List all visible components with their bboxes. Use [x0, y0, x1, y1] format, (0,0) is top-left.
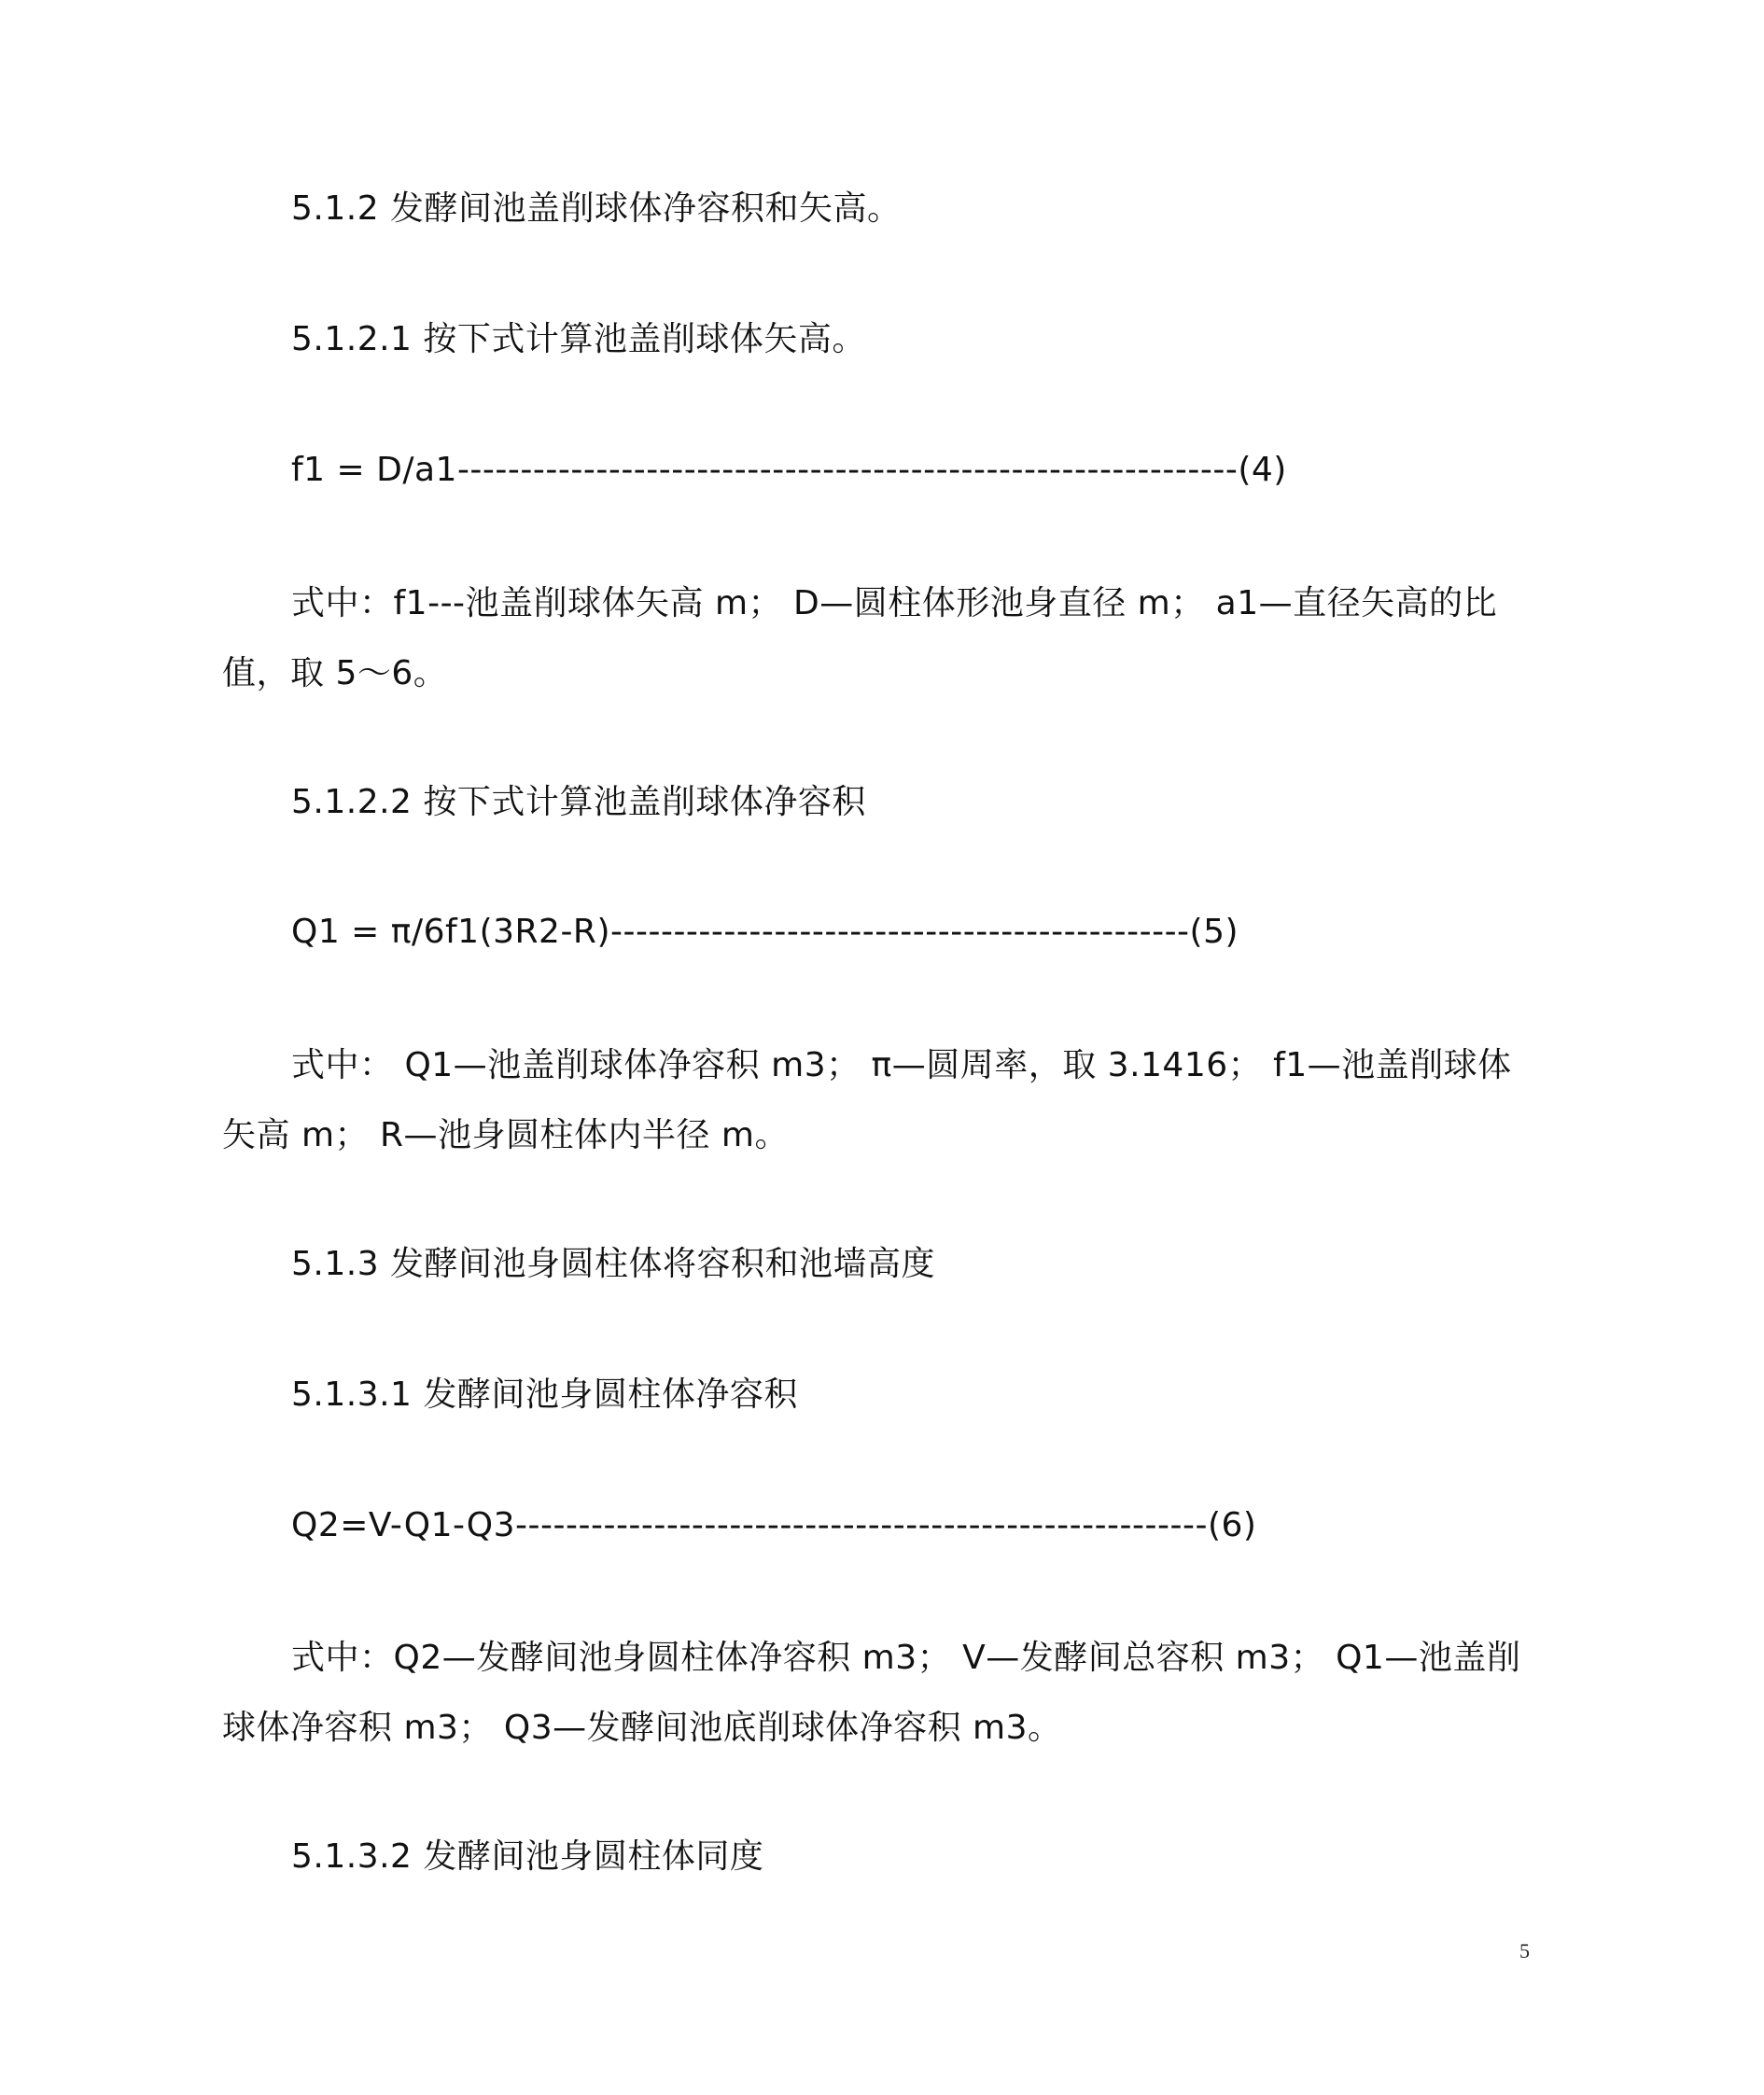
section-heading-5-1-2: 5.1.2 发酵间池盖削球体净容积和矢高。	[291, 189, 902, 228]
subsection-heading-5-1-2-1: 5.1.2.1 按下式计算池盖削球体矢高。	[291, 320, 866, 358]
formula-4-explanation: 式中：f1---池盖削球体矢高 m； D—圆柱体形池身直径 m； a1—直径矢高的比值，取 5～6。	[222, 584, 1498, 692]
formula-6: Q2=V-Q1-Q3-------------------------------------------------------(6)	[291, 1506, 1257, 1544]
formula-5: Q1 = π/6f1(3R2-R)----------------------------------------------(5)	[291, 913, 1239, 951]
formula-6-explanation: 式中：Q2—发酵间池身圆柱体净容积 m3； V—发酵间总容积 m3； Q1—池盖削球体净容积 m3； Q3—发酵间池底削球体净容积 m3。	[222, 1639, 1521, 1747]
section-heading-5-1-3: 5.1.3 发酵间池身圆柱体将容积和池墙高度	[291, 1245, 936, 1283]
page-number: 5	[1519, 1939, 1530, 1962]
formula-4: f1 = D/a1--------------------------------------------------------------(4)	[291, 451, 1287, 489]
subsection-heading-5-1-3-2: 5.1.3.2 发酵间池身圆柱体同度	[291, 1837, 764, 1876]
subsection-heading-5-1-3-1: 5.1.3.1 发酵间池身圆柱体净容积	[291, 1376, 798, 1414]
formula-5-explanation: 式中： Q1—池盖削球体净容积 m3； π—圆周率，取 3.1416； f1—池盖削球体矢高 m； R—池身圆柱体内半径 m。	[222, 1046, 1512, 1154]
subsection-heading-5-1-2-2: 5.1.2.2 按下式计算池盖削球体净容积	[291, 783, 866, 821]
